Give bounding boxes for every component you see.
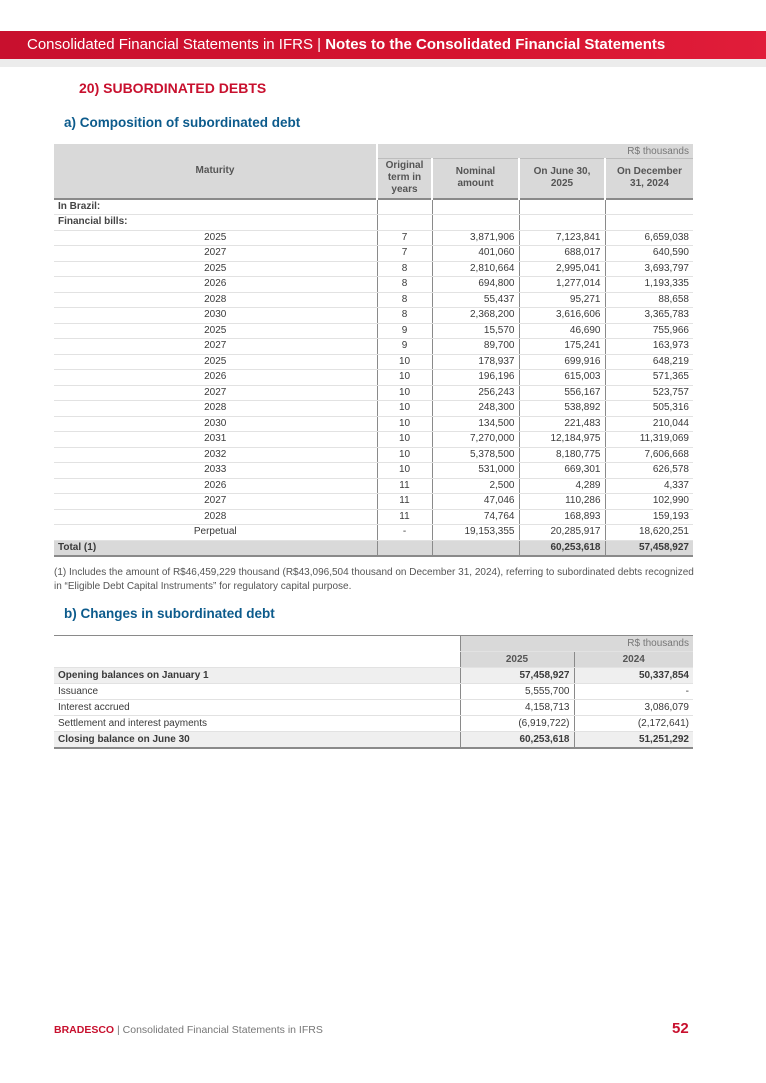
term-cell: 10 (377, 463, 432, 479)
term-cell: 10 (377, 354, 432, 370)
term-cell: 8 (377, 261, 432, 277)
total-dec: 57,458,927 (605, 540, 693, 556)
table-row (54, 432, 693, 448)
june-cell: 1,277,014 (519, 277, 605, 293)
june-cell: 3,616,606 (519, 308, 605, 324)
nominal-cell: 3,871,906 (432, 230, 519, 246)
june-cell: 8,180,775 (519, 447, 605, 463)
table-row (54, 478, 693, 494)
nominal-cell: 2,500 (432, 478, 519, 494)
value-2024: 51,251,292 (574, 732, 693, 749)
table-row (54, 370, 693, 386)
dec-cell: 523,757 (605, 385, 693, 401)
nominal-cell: 256,243 (432, 385, 519, 401)
table-row (54, 509, 693, 525)
term-cell: 11 (377, 478, 432, 494)
table-row (54, 354, 693, 370)
table-row (54, 684, 693, 700)
maturity-cell: 2027 (54, 339, 377, 355)
subsection-b-title: b) Changes in subordinated debt (64, 606, 275, 621)
total-row (54, 540, 693, 556)
maturity-cell: 2033 (54, 463, 377, 479)
dec-cell: 102,990 (605, 494, 693, 510)
footer-separator: | (114, 1024, 123, 1036)
dec-cell: 18,620,251 (605, 525, 693, 541)
section-title: 20) SUBORDINATED DEBTS (79, 80, 267, 96)
june-cell: 669,301 (519, 463, 605, 479)
term-cell: 8 (377, 308, 432, 324)
value-2025: 4,158,713 (460, 700, 574, 716)
table-row (54, 668, 693, 684)
banner-separator: | (312, 36, 326, 53)
nominal-cell: 47,046 (432, 494, 519, 510)
maturity-cell: 2032 (54, 447, 377, 463)
total-label: Total (1) (54, 540, 377, 556)
dec-cell: 648,219 (605, 354, 693, 370)
nominal-cell: 196,196 (432, 370, 519, 386)
term-cell: 10 (377, 401, 432, 417)
table-row (54, 246, 693, 262)
term-cell: - (377, 525, 432, 541)
maturity-cell: Perpetual (54, 525, 377, 541)
nominal-cell: 15,570 (432, 323, 519, 339)
june-cell: 2,995,041 (519, 261, 605, 277)
dec-cell: 210,044 (605, 416, 693, 432)
dec-cell: 6,659,038 (605, 230, 693, 246)
footer-text: Consolidated Financial Statements in IFRS (122, 1024, 323, 1036)
nominal-cell: 7,270,000 (432, 432, 519, 448)
nominal-cell: 2,368,200 (432, 308, 519, 324)
table-row (54, 716, 693, 732)
dec-cell: 163,973 (605, 339, 693, 355)
value-2025: 60,253,618 (460, 732, 574, 749)
header-banner (0, 31, 766, 59)
june-cell: 688,017 (519, 246, 605, 262)
nominal-cell: 5,378,500 (432, 447, 519, 463)
value-2024: 3,086,079 (574, 700, 693, 716)
term-cell: 8 (377, 292, 432, 308)
nominal-cell: 694,800 (432, 277, 519, 293)
footnote: (1) Includes the amount of R$46,459,229 thousand (R$43,096,504 thousand on December 31, 2024), referring to subordinated debts recognized in “Eligible Debt Capital Instruments” for regulatory capital purpose. (54, 567, 694, 592)
value-2025: 5,555,700 (460, 684, 574, 700)
table-row (54, 323, 693, 339)
term-cell: 9 (377, 323, 432, 339)
value-2024: (2,172,641) (574, 716, 693, 732)
banner-left: Consolidated Financial Statements in IFRS (27, 36, 313, 53)
col-2024: 2024 (574, 652, 693, 668)
june-cell: 556,167 (519, 385, 605, 401)
row-label: Issuance (54, 684, 460, 700)
maturity-cell: 2027 (54, 494, 377, 510)
table-row (54, 447, 693, 463)
table-row (54, 494, 693, 510)
table-row (54, 525, 693, 541)
dec-cell: 571,365 (605, 370, 693, 386)
header-maturity: Maturity (54, 144, 377, 199)
unit-label: R$ thousands (377, 144, 693, 159)
dec-cell: 3,365,783 (605, 308, 693, 324)
table-row (54, 292, 693, 308)
banner-divider (0, 59, 766, 67)
maturity-cell: 2028 (54, 401, 377, 417)
maturity-cell: 2030 (54, 308, 377, 324)
table-row (54, 401, 693, 417)
page-footer (54, 1024, 323, 1036)
maturity-cell: 2026 (54, 370, 377, 386)
term-cell: 8 (377, 277, 432, 293)
june-cell: 12,184,975 (519, 432, 605, 448)
maturity-cell: 2028 (54, 509, 377, 525)
term-cell: 11 (377, 494, 432, 510)
dec-cell: 3,693,797 (605, 261, 693, 277)
nominal-cell: 89,700 (432, 339, 519, 355)
value-2024: - (574, 684, 693, 700)
total-june: 60,253,618 (519, 540, 605, 556)
row-label: Opening balances on January 1 (54, 668, 460, 684)
june-cell: 20,285,917 (519, 525, 605, 541)
nominal-cell: 248,300 (432, 401, 519, 417)
group-financial-bills: Financial bills: (54, 215, 377, 231)
june-cell: 46,690 (519, 323, 605, 339)
dec-cell: 755,966 (605, 323, 693, 339)
dec-cell: 88,658 (605, 292, 693, 308)
term-cell: 10 (377, 416, 432, 432)
dec-cell: 505,316 (605, 401, 693, 417)
col-2025: 2025 (460, 652, 574, 668)
maturity-cell: 2027 (54, 246, 377, 262)
banner-right: Notes to the Consolidated Financial Statements (325, 36, 666, 53)
subordinated-debt-composition-table (54, 144, 693, 557)
value-2025: (6,919,722) (460, 716, 574, 732)
term-cell: 10 (377, 432, 432, 448)
nominal-cell: 134,500 (432, 416, 519, 432)
maturity-cell: 2025 (54, 261, 377, 277)
unit-label-b: R$ thousands (460, 636, 693, 652)
nominal-cell: 74,764 (432, 509, 519, 525)
table-row (54, 230, 693, 246)
nominal-cell: 2,810,664 (432, 261, 519, 277)
june-cell: 95,271 (519, 292, 605, 308)
nominal-cell: 178,937 (432, 354, 519, 370)
term-cell: 7 (377, 230, 432, 246)
value-2025: 57,458,927 (460, 668, 574, 684)
term-cell: 9 (377, 339, 432, 355)
june-cell: 168,893 (519, 509, 605, 525)
nominal-cell: 55,437 (432, 292, 519, 308)
june-cell: 175,241 (519, 339, 605, 355)
term-cell: 7 (377, 246, 432, 262)
subordinated-debt-changes-table (54, 635, 693, 749)
dec-cell: 626,578 (605, 463, 693, 479)
june-cell: 538,892 (519, 401, 605, 417)
header-term: Original term in years (377, 159, 432, 199)
subsection-a-title: a) Composition of subordinated debt (64, 115, 301, 130)
june-cell: 221,483 (519, 416, 605, 432)
footer-brand: BRADESCO (54, 1024, 115, 1036)
maturity-cell: 2026 (54, 478, 377, 494)
maturity-cell: 2026 (54, 277, 377, 293)
table-row (54, 463, 693, 479)
maturity-cell: 2025 (54, 323, 377, 339)
table-row (54, 732, 693, 749)
term-cell: 10 (377, 385, 432, 401)
table-row (54, 700, 693, 716)
dec-cell: 1,193,335 (605, 277, 693, 293)
header-nominal: Nominal amount (432, 159, 519, 199)
june-cell: 615,003 (519, 370, 605, 386)
maturity-cell: 2031 (54, 432, 377, 448)
nominal-cell: 19,153,355 (432, 525, 519, 541)
june-cell: 4,289 (519, 478, 605, 494)
table-row (54, 385, 693, 401)
header-dec-2024: On December 31, 2024 (605, 159, 693, 199)
maturity-cell: 2030 (54, 416, 377, 432)
table-row (54, 261, 693, 277)
maturity-cell: 2027 (54, 385, 377, 401)
term-cell: 10 (377, 370, 432, 386)
page-number: 52 (672, 1020, 689, 1037)
row-label: Interest accrued (54, 700, 460, 716)
table-row (54, 308, 693, 324)
june-cell: 699,916 (519, 354, 605, 370)
table-row (54, 339, 693, 355)
dec-cell: 4,337 (605, 478, 693, 494)
dec-cell: 159,193 (605, 509, 693, 525)
row-label: Settlement and interest payments (54, 716, 460, 732)
nominal-cell: 531,000 (432, 463, 519, 479)
row-label: Closing balance on June 30 (54, 732, 460, 749)
dec-cell: 11,319,069 (605, 432, 693, 448)
maturity-cell: 2025 (54, 230, 377, 246)
june-cell: 110,286 (519, 494, 605, 510)
maturity-cell: 2028 (54, 292, 377, 308)
value-2024: 50,337,854 (574, 668, 693, 684)
term-cell: 10 (377, 447, 432, 463)
table-row (54, 277, 693, 293)
table-row (54, 416, 693, 432)
maturity-cell: 2025 (54, 354, 377, 370)
term-cell: 11 (377, 509, 432, 525)
june-cell: 7,123,841 (519, 230, 605, 246)
dec-cell: 7,606,668 (605, 447, 693, 463)
nominal-cell: 401,060 (432, 246, 519, 262)
group-in-brazil: In Brazil: (54, 199, 377, 215)
header-june-2025: On June 30, 2025 (519, 159, 605, 199)
dec-cell: 640,590 (605, 246, 693, 262)
